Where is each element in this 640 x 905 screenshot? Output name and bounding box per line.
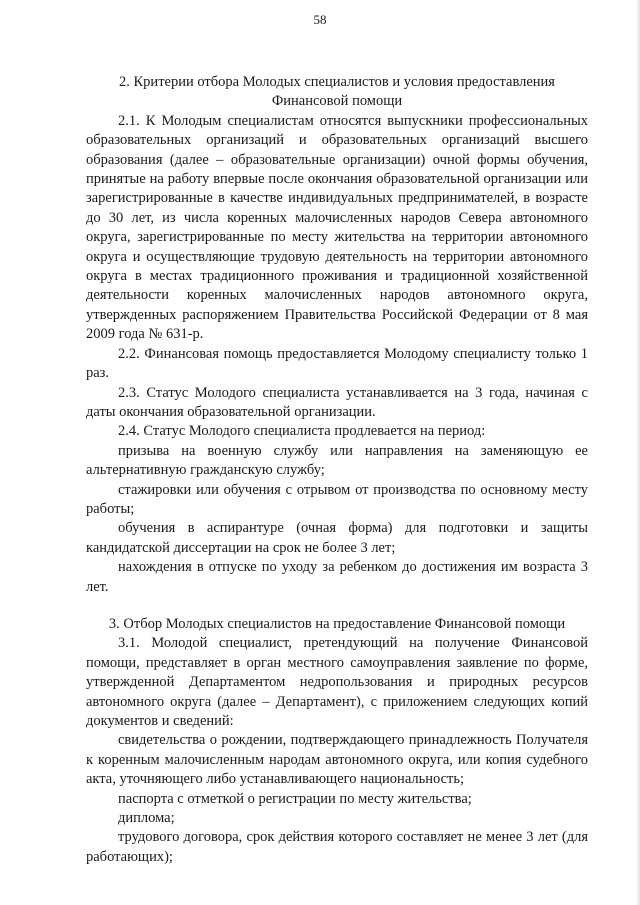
- paragraph-2-2: 2.2. Финансовая помощь предоставляется Молодому специалисту только 1 раз.: [86, 345, 588, 382]
- list-item-postgraduate: обучения в аспирантуре (очная форма) для подготовки и защиты кандидатской диссертации на срок не более 3 лет;: [86, 520, 588, 556]
- list-item-diploma: диплома;: [118, 810, 175, 827]
- paragraph-2-3: 2.3. Статус Молодого специалиста устанавливается на 3 года, начиная с даты окончания образовательной организации.: [86, 384, 588, 420]
- list-item-military: призыва на военную службу или направления на заменяющую ее альтернативную гражданскую службу;: [86, 442, 588, 479]
- list-item-passport: паспорта с отметкой о регистрации по месту жительства;: [118, 790, 472, 807]
- section-3-heading: 3. Отбор Молодых специалистов на предоставление Финансовой помощи: [108, 615, 566, 632]
- paragraph-2-1: 2.1. К Молодым специалистам относятся выпускники профессиональных образовательных организаций и образовательных организаций высшего образования (далее – образовательные организации) очной формы обучения, принятые на работу впервые после окончания образовательной организации или зарегистрированные в качестве индивидуальных предпринимателей, в возрасте до 30 лет, из числа коренных малочисленных народов Севера автономного округа, зарегистрированные по месту жительства на территории автономного округа и осуществляющие трудовую деятельность на территории автономного округа в местах традиционного проживания и традиционной хозяйственной деятельности коренных малочисленных народов автономного округа, утвержденных распоряжением Правительства Российской Федерации от 8 мая 2009 года № 631-р.: [86, 112, 588, 343]
- list-item-parental-leave: нахождения в отпуске по уходу за ребенком до достижения им возраста 3 лет.: [86, 559, 588, 595]
- page-number: 58: [313, 12, 327, 27]
- list-item-birth-certificate: свидетельства о рождении, подтверждающего принадлежность Получателя к коренным малочисленным народам автономного округа, или копия судебного акта, уточняющего либо устанавливающего национальность;: [86, 732, 588, 788]
- section-2-heading: 2. Критерии отбора Молодых специалистов и условия предоставления Финансовой помощи: [119, 74, 555, 110]
- list-item-internship: стажировки или обучения с отрывом от производства по основному месту работы;: [86, 481, 588, 517]
- list-item-employment-contract: трудового договора, срок действия которого составляет не менее 3 лет (для работающих);: [86, 829, 588, 865]
- paragraph-2-4: 2.4. Статус Молодого специалиста продлевается на период:: [118, 423, 486, 440]
- document-body: [86, 73, 588, 867]
- paragraph-3-1: 3.1. Молодой специалист, претендующий на получение Финансовой помощи, представляет в орган местного самоуправления заявление по форме, утвержденной Департаментом недропользования и природных ресурсов автономного округа (далее – Департамент), с приложением следующих копий документов и сведений:: [86, 635, 588, 729]
